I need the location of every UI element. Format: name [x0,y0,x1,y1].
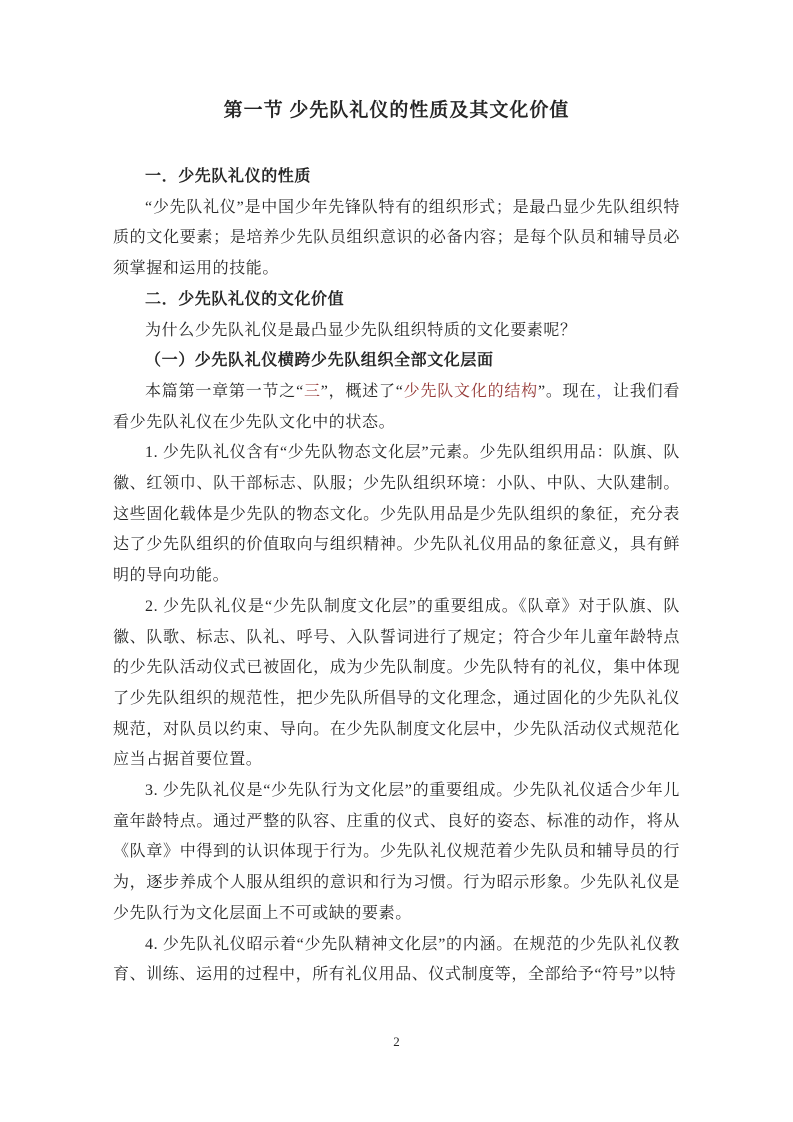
paragraph-overview [113,377,680,438]
text-segment-blue: ， [596,382,614,400]
text-segment: 让我们看看少先队礼仪在少先队文化中的状态。 [113,382,680,431]
paragraph-item-1: 1. 少先队礼仪含有“少先队物态文化层”元素。少先队组织用品：队旗、队徽、红领巾、队干部标志、队服；少先队组织环境：小队、中队、大队建制。这些固化载体是少先队的物态文化。少先队用品是少先队组织的象征，充分表达了少先队组织的价值取向与组织精神。少先队礼仪用品的象征意义，具有鲜明的导向功能。 [113,444,680,585]
page-title: 第一节 少先队礼仪的性质及其文化价值 [223,100,570,121]
paragraph-item-2: 2. 少先队礼仪是“少先队制度文化层”的重要组成。《队章》对于队旗、队徽、队歌、标志、队礼、呼号、入队誓词进行了规定；符合少年儿童年龄特点的少先队活动仪式已被固化，成为少先队制度。少先队特有的礼仪，集中体现了少先队组织的规范性，把少先队所倡导的文化理念，通过固化的少先队礼仪规范，对队员以约束、导向。在少先队制度文化层中，少先队活动仪式规范化应当占据首要位置。 [113,597,680,769]
text-segment-red: 三 [303,382,321,400]
text-segment: ”。现在 [537,382,597,400]
subsection-heading-1: （一）少先队礼仪横跨少先队组织全部文化层面 [145,352,494,370]
section-heading-1: 一．少先队礼仪的性质 [145,168,312,185]
text-segment: 本篇第一章第一节之“ [145,382,304,400]
section-heading-2: 二．少先队礼仪的文化价值 [145,290,345,308]
page-number: 2 [393,1034,400,1049]
paragraph-item-3: 3. 少先队礼仪是“少先队行为文化层”的重要组成。少先队礼仪适合少年儿童年龄特点。通过严整的队容、庄重的仪式、良好的姿态、标准的动作，将从《队章》中得到的认识体现于行为。少先队礼仪规范着少先队员和辅导员的行为，逐步养成个人服从组织的意识和行为习惯。行为昭示形象。少先队礼仪是少先队行为文化层面上不可或缺的要素。 [113,782,680,922]
paragraph-nature: “少先队礼仪”是中国少年先锋队特有的组织形式；是最凸显少先队组织特质的文化要素；是培养少先队员组织意识的必备内容；是每个队员和辅导员必须掌握和运用的技能。 [113,198,680,278]
paragraph-item-4: 4. 少先队礼仪昭示着“少先队精神文化层”的内涵。在规范的少先队礼仪教育、训练、运用的过程中，所有礼仪用品、仪式制度等，全部给予“符号”以特 [113,935,680,984]
paragraph-question: 为什么少先队礼仪是最凸显少先队组织特质的文化要素呢？ [145,321,577,339]
text-segment: ”，概述了“ [320,382,404,400]
text-segment-red: 少先队文化的结构 [403,382,538,400]
